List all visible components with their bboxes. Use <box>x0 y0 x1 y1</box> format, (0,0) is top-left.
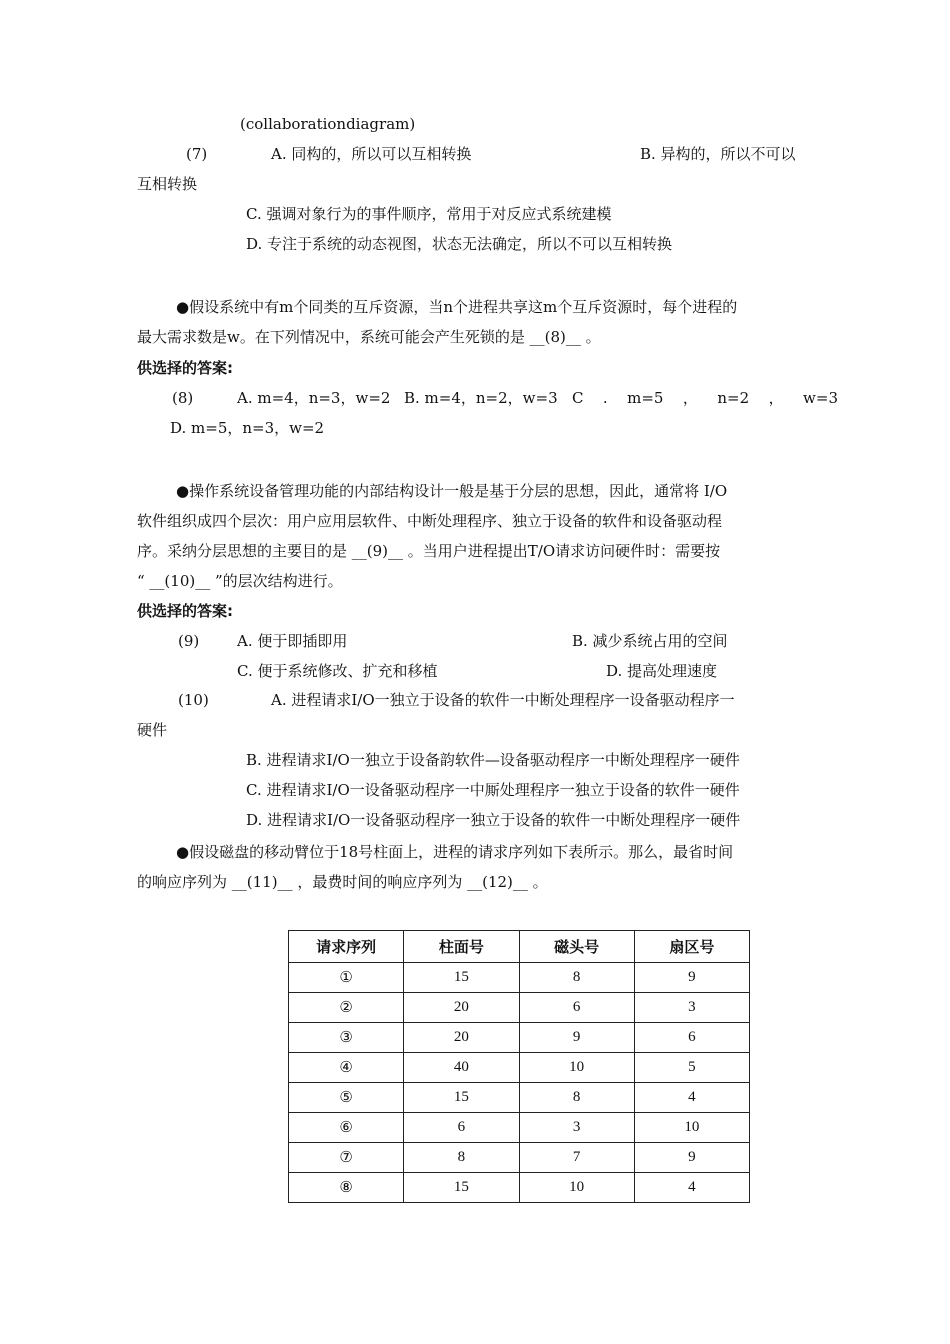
table-cell: 8 <box>404 1143 519 1173</box>
table-header-cell: 扇区号 <box>634 931 749 963</box>
table-cell: 6 <box>404 1113 519 1143</box>
q8-stem-line1: ●假设系统中有m个同类的互斥资源，当n个进程共享这m个互斥资源时，每个进程的 <box>176 298 738 316</box>
q8-option-d: D. m=5，n=3，w=2 <box>170 419 325 437</box>
table-cell: 10 <box>519 1053 634 1083</box>
q9-option-d: D. 提高处理速度 <box>606 662 718 680</box>
q7-pre-text: (collaborationdiagram) <box>240 115 416 133</box>
table-header-cell: 磁头号 <box>519 931 634 963</box>
table-cell: 7 <box>519 1143 634 1173</box>
table-cell: ③ <box>289 1023 404 1053</box>
q9-option-a: A. 便于即插即用 <box>237 632 348 650</box>
q8-option-c-part: w=3 <box>803 389 838 407</box>
table-cell: 8 <box>519 1083 634 1113</box>
q8-option-c-part: ， <box>682 389 698 407</box>
q9-number: (9) <box>178 632 200 650</box>
q10-option-c: C. 进程请求I/O一设备驱动程序一中厮处理程序一独立于设备的软件一硬件 <box>246 781 740 799</box>
q9-stem-line2: 软件组织成四个层次：用户应用层软件、中断处理程序、独立于设备的软件和设备驱动程 <box>137 512 723 530</box>
table-cell: ⑥ <box>289 1113 404 1143</box>
q9-answers-label: 供选择的答案: <box>137 602 233 620</box>
q10-option-a: A. 进程请求I/O一独立于设备的软件一中断处理程序一设备驱动程序一 <box>271 691 735 709</box>
q10-option-a-continued: 硬件 <box>137 721 168 739</box>
q7-option-c: C. 强调对象行为的事件顺序，常用于对反应式系统建模 <box>246 205 612 223</box>
q10-option-d: D. 进程请求I/O一设备驱动程序一独立于设备的软件一中断处理程序一硬件 <box>246 811 741 829</box>
q7-option-a: A. 同构的，所以可以互相转换 <box>271 145 472 163</box>
table-row <box>289 963 750 993</box>
table-row <box>289 1083 750 1113</box>
q9-option-c: C. 便于系统修改、扩充和移植 <box>237 662 438 680</box>
q8-option-c-part: ， <box>768 389 784 407</box>
q11-stem-line1: ●假设磁盘的移动臂位于18号柱面上，进程的请求序列如下表所示。那么，最省时间 <box>176 843 734 861</box>
table-row <box>289 1173 750 1203</box>
q8-option-c-part: n=2 <box>717 389 750 407</box>
q7-option-d: D. 专注于系统的动态视图，状态无法确定，所以不可以互相转换 <box>246 235 673 253</box>
table-cell: 5 <box>634 1053 749 1083</box>
q10-number: (10) <box>178 691 209 709</box>
table-row <box>289 993 750 1023</box>
table-header-cell: 柱面号 <box>404 931 519 963</box>
table-cell: 20 <box>404 1023 519 1053</box>
table-cell: 10 <box>519 1173 634 1203</box>
table-cell: 10 <box>634 1113 749 1143</box>
q8-option-c-part: C <box>572 389 584 407</box>
table-cell: 20 <box>404 993 519 1023</box>
table-cell: ⑧ <box>289 1173 404 1203</box>
q8-option-b: B. m=4，n=2，w=3 <box>404 389 558 407</box>
q10-option-b: B. 进程请求I/O一独立于设备韵软件—设备驱动程序一中断处理程序一硬件 <box>246 751 740 769</box>
table-cell: 9 <box>519 1023 634 1053</box>
q7-option-b: B. 异构的，所以不可以 <box>640 145 796 163</box>
q9-stem-line1: ●操作系统设备管理功能的内部结构设计一般是基于分层的思想，因此，通常将 I/O <box>176 482 728 500</box>
q8-option-c <box>572 388 838 408</box>
table-cell: 15 <box>404 963 519 993</box>
table-cell: 6 <box>519 993 634 1023</box>
q8-number: (8) <box>172 389 194 407</box>
q7-option-b-continued: 互相转换 <box>137 175 198 193</box>
table-cell: 15 <box>404 1173 519 1203</box>
table-row <box>289 1113 750 1143</box>
table-cell: ② <box>289 993 404 1023</box>
table-header-row <box>289 931 750 963</box>
table-row <box>289 1023 750 1053</box>
table-cell: 4 <box>634 1083 749 1113</box>
q8-answers-label: 供选择的答案: <box>137 359 233 377</box>
table-cell: 15 <box>404 1083 519 1113</box>
table-cell: 3 <box>519 1113 634 1143</box>
table-cell: ⑤ <box>289 1083 404 1113</box>
table-cell: 40 <box>404 1053 519 1083</box>
q8-option-a: A. m=4，n=3，w=2 <box>237 389 391 407</box>
table-row <box>289 1143 750 1173</box>
table-header-cell: 请求序列 <box>289 931 404 963</box>
table-cell: ④ <box>289 1053 404 1083</box>
q8-stem-line2: 最大需求数是w。在下列情况中，系统可能会产生死锁的是 __(8)__ 。 <box>137 328 601 346</box>
table-cell: 3 <box>634 993 749 1023</box>
q7-number: (7) <box>186 145 208 163</box>
table-cell: 6 <box>634 1023 749 1053</box>
table-cell: 4 <box>634 1173 749 1203</box>
q8-option-c-part: . <box>602 389 608 407</box>
table-cell: 9 <box>634 1143 749 1173</box>
table-row <box>289 1053 750 1083</box>
table-cell: ① <box>289 963 404 993</box>
table-cell: 9 <box>634 963 749 993</box>
q9-stem-line4: “ __(10)__ ”的层次结构进行。 <box>137 572 343 590</box>
q9-option-b: B. 减少系统占用的空间 <box>572 632 728 650</box>
table-cell: 8 <box>519 963 634 993</box>
table-cell: ⑦ <box>289 1143 404 1173</box>
request-table <box>288 930 750 1203</box>
q11-stem-line2: 的响应序列为 __(11)__ ，最费时间的响应序列为 __(12)__ 。 <box>137 873 548 891</box>
q9-stem-line3: 序。采纳分层思想的主要目的是 __(9)__ 。当用户进程提出T/O请求访问硬件时：需要按 <box>137 542 721 560</box>
q8-option-c-part: m=5 <box>627 389 664 407</box>
